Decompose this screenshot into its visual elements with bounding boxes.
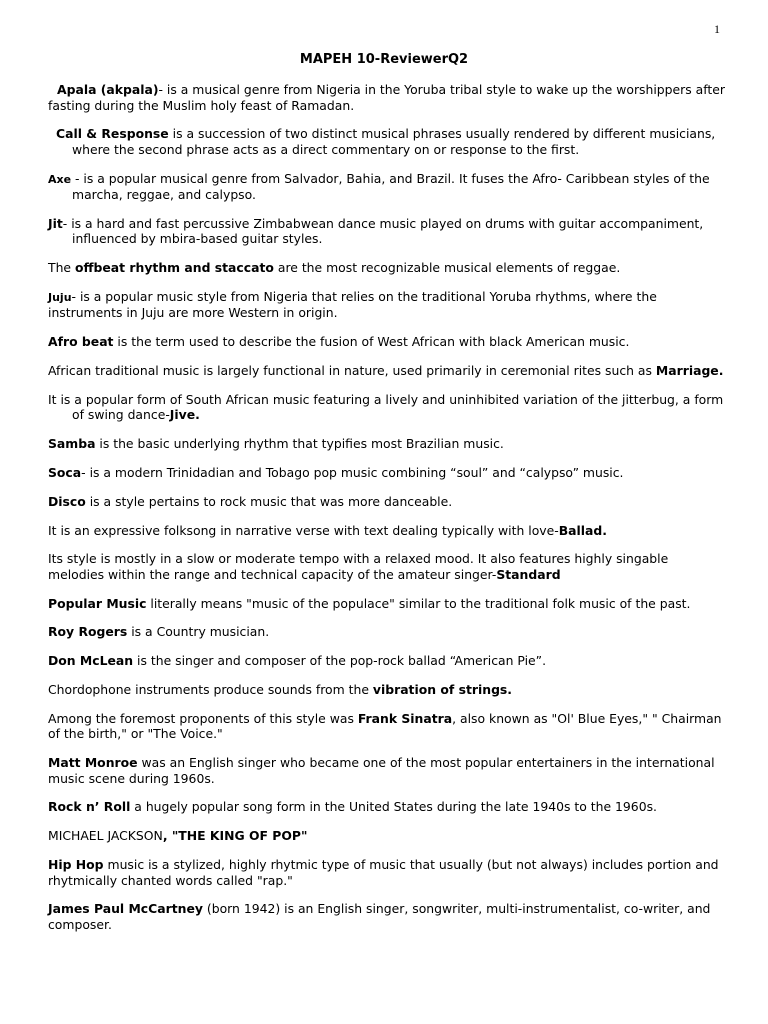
entry-apala: Apala (akpala)- is a musical genre from Nigeria in the Yoruba tribal style to wake up the worshippers after fasting during the Muslim holy feast of Ramadan. [48, 82, 725, 113]
entry-jit: Jit- is a hard and fast percussive Zimbabwean dance music played on drums with guitar accompaniment, influenced by mbira-based guitar styles. [48, 215, 704, 247]
entry-frank-sinatra: Among the foremost proponents of this style was Frank Sinatra, also known as "Ol' Blue Eyes," " Chairman of the birth," or "The Voice." [48, 710, 722, 742]
entry-james-paul-mccartney: James Paul McCartney (born 1942) is an English singer, songwriter, multi-instrumentalist, co-writer, and composer. [48, 901, 711, 932]
entry-rock-n-roll: Rock n’ Roll a hugely popular song form in the United States during the late 1940s to the 1960s. [48, 799, 657, 815]
entry-soca: Soca- is a modern Trinidadian and Tobago pop music combining “soul” and “calypso” music. [48, 464, 624, 480]
entry-michael-jackson: MICHAEL JACKSON, "THE KING OF POP" [48, 828, 308, 844]
entry-hip-hop: Hip Hop music is a stylized, highly rhytmic type of music that usually (but not always) includes portion and rhytmically chanted words called "rap." [48, 857, 719, 888]
entry-roy-rogers: Roy Rogers is a Country musician. [48, 624, 270, 640]
entry-juju: Juju- is a popular music style from Nigeria that relies on the traditional Yoruba rhythms, where the instruments in Juju are more Western in origin. [48, 288, 657, 321]
entry-afro-beat: Afro beat is the term used to describe the fusion of West African with black American music. [48, 334, 630, 350]
entry-african-traditional: African traditional music is largely functional in nature, used primarily in ceremonial rites such as Marriage. [48, 363, 724, 379]
reviewer-content [48, 82, 728, 946]
page-title: MAPEH 10-ReviewerQ2 [299, 52, 469, 67]
entry-matt-monroe: Matt Monroe was an English singer who became one of the most popular entertainers in the international music scene during 1960s. [48, 755, 715, 786]
entry-axe: Axe - is a popular musical genre from Salvador, Bahia, and Brazil. It fuses the Afro- Caribbean styles of the marcha, reggae, and calypso. [48, 170, 710, 203]
entry-samba: Samba is the basic underlying rhythm that typifies most Brazilian music. [48, 436, 504, 452]
page-number: 1 [714, 22, 720, 36]
entry-popular-music: Popular Music literally means "music of the populace" similar to the traditional folk music of the past. [48, 595, 691, 611]
entry-ballad: It is an expressive folksong in narrative verse with text dealing typically with love-Ballad. [48, 522, 607, 538]
entry-don-mclean: Don McLean is the singer and composer of the pop-rock ballad “American Pie”. [48, 653, 547, 669]
entry-standard: Its style is mostly in a slow or moderate tempo with a relaxed mood. It also features highly singable melodies within the range and technical capacity of the amateur singer-Standard [48, 551, 669, 582]
entry-call-response: Call & Response is a succession of two distinct musical phrases usually rendered by different musicians, where the second phrase acts as a direct commentary on or response to the first. [56, 126, 716, 157]
entry-jive: It is a popular form of South African music featuring a lively and uninhibited variation of the jitterbug, a form of swing dance-Jive. [48, 391, 724, 423]
entry-disco: Disco is a style pertains to rock music that was more danceable. [48, 493, 453, 509]
entry-reggae: The offbeat rhythm and staccato are the most recognizable musical elements of reggae. [48, 260, 621, 276]
entry-chordophone: Chordophone instruments produce sounds from the vibration of strings. [48, 682, 513, 698]
